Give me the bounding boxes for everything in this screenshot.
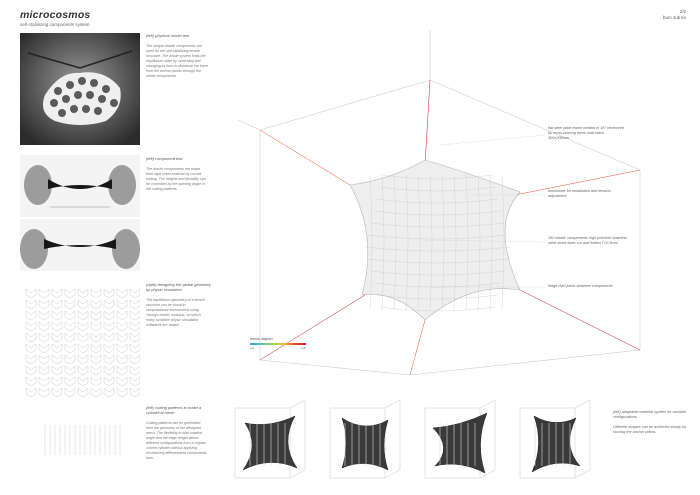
configurations-caption xyxy=(613,410,687,435)
caption-body: The elastic components are made from rigid sheet material by curved folding. The heights and flexibility can be controlled by the opening angle in the cutting patterns. xyxy=(146,167,206,191)
page-title: microcosmos xyxy=(20,9,91,21)
configuration-box xyxy=(235,400,305,478)
legend-gradient xyxy=(250,343,306,345)
tension-legend xyxy=(250,337,306,350)
annotation-turnbuckle: turnbuckle for installation and tension adjustment xyxy=(548,189,611,198)
caption-heading: (left) physical model test xyxy=(146,33,190,38)
author-name: bum suk ko xyxy=(662,15,686,20)
caption-heading: (left) component test xyxy=(146,156,183,161)
legend-title: tension diagram xyxy=(250,337,273,341)
caption-body: The unique elastic components are used for the self-stabilizing tensile structure. The whole system finds the equilibrium state by stretching and changing its form to distribute the force from the anchor points through the whole components. xyxy=(146,44,208,78)
annotation-frame: flat steel plate frame welded in 45° reinforced by cross-bracing wires matt black 300x300mm xyxy=(548,126,625,140)
caption-heading: (left) cutting patterns to make a cylindrical mesh xyxy=(146,405,202,415)
configuration-box xyxy=(425,400,495,478)
configuration-box xyxy=(520,400,590,478)
configurations-heading: (left) adaptable material system for variable configurations xyxy=(613,410,686,419)
annotation-joints: hinge rivet joints between components xyxy=(548,284,613,288)
configurations-row xyxy=(230,398,610,483)
annotation-components: 192 elastic components high polished stainless steel sheet laser cut and folded T=0.3mm xyxy=(548,236,628,245)
page-number: 2/2 xyxy=(679,9,686,14)
caption-body: Cutting patterns can be generated from the geometry of the designed mesh. The flexibility in both rotation angle and the edge length allows different configurations from a regular curved cylinder without applying excessively differentiated components form. xyxy=(146,421,207,460)
configurations-body: Different shapes can be achieved simply by moving the anchor points. xyxy=(613,425,687,434)
legend-max: high xyxy=(300,346,306,350)
caption-body: The equilibrium geometry of a tensile structure can be found in computational environment using Young's elastic modulus, on which many available physic simulation softwares are based. xyxy=(146,298,205,327)
page-subtitle: self-stabilizing components system xyxy=(20,22,90,27)
configuration-box xyxy=(330,400,400,478)
legend-min: low xyxy=(250,346,255,350)
caption-heading: (right) designing the global geometry by physic simulation xyxy=(146,282,211,292)
